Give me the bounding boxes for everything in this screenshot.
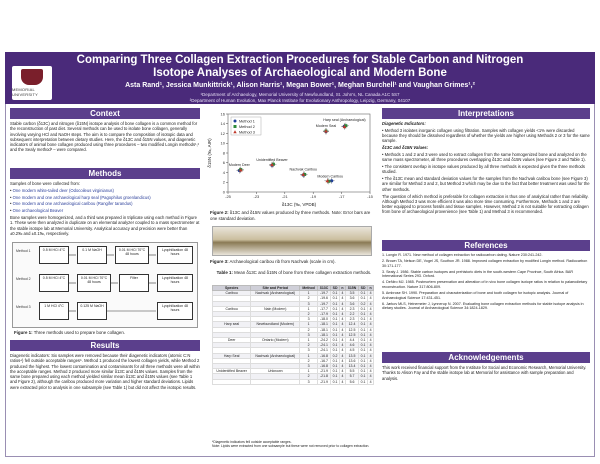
table-cell: 13.4	[345, 364, 358, 369]
chart-annotation: Harp seal (Archaeological)	[323, 117, 366, 122]
reference-item: 4. DeNiro MJ. 1985. Postmortem preservation and alteration of in vivo bone collagen isotope ratios in relation to palaeodietary reconstruction. Nature 317:806-809.	[382, 280, 588, 290]
table1	[212, 285, 374, 385]
table-cell: 0.1	[331, 374, 340, 379]
figure2-caption	[210, 210, 375, 221]
poster-authors: Asta Rand¹, Jessica Munkittrick¹, Alison Harris¹, Megan Bower¹, Meghan Burchell¹ and Vaughan Grimes¹,²	[125, 82, 475, 89]
table-cell: 1	[300, 291, 318, 296]
table-cell: 2.2	[345, 312, 358, 317]
table1-header: SD	[331, 286, 340, 291]
y-tick-label: 12	[220, 130, 225, 136]
y-tick-label: 0	[222, 189, 225, 195]
table-cell: 4	[341, 306, 344, 311]
table-cell: 0.1	[331, 312, 340, 317]
table-cell: 0.1	[359, 379, 368, 384]
acknowledgements-text: This work received financial support from the Institute for Social and Economic Research, Memorial University. Thanks to Alison Fay and the stable isotope lab at Memorial for assistance with sample preparation and analysis.	[382, 365, 587, 381]
table-cell: 4	[369, 358, 372, 363]
table-cell: 4	[369, 364, 372, 369]
table-row	[213, 379, 374, 384]
methods-bullet-3: One modern and one archaeological caribou (Rangifer tarandus)	[12, 201, 133, 207]
references-list	[382, 253, 590, 349]
table-cell: 2	[300, 327, 318, 332]
table-cell: Caribou	[213, 306, 251, 311]
table-cell: 4	[341, 312, 344, 317]
table-cell: 12.4	[345, 322, 358, 327]
chart-annotation: Nachvak Caribou	[289, 167, 318, 172]
table-cell	[251, 379, 300, 384]
table1-header: n	[341, 286, 344, 290]
table-cell: -18.1	[317, 327, 330, 332]
methods-bullet: • One modern and one archaeological harp seal (Pagophilus groenlandicus)	[10, 194, 151, 200]
interpretations-heading: Interpretations	[382, 108, 590, 119]
x-axis-label: δ13C (‰, VPDB)	[281, 202, 317, 207]
y-tick-label: 10	[220, 140, 225, 146]
table-cell: 0.1	[331, 291, 340, 296]
logo-text: MEMORIAL UNIVERSITY	[12, 87, 39, 97]
table-cell: 0.2	[331, 353, 340, 358]
table-cell: 0.1	[331, 379, 340, 384]
table-cell: 4	[369, 327, 372, 332]
table1-footnote: *Diagenetic indicators fell outside acceptable ranges.	[212, 440, 292, 444]
table-cell: 5.7	[345, 374, 358, 379]
interp-bullet-text: The consistent overlap in isotope values produced by all three methods is expected given the three methods studied.	[382, 164, 585, 175]
table-cell: 1	[300, 338, 318, 343]
figure2-chart	[206, 108, 376, 208]
y-axis-label: δ15N (‰, AIR)	[207, 138, 212, 168]
legend-label: Method 1	[239, 119, 255, 124]
table-cell: -17.7	[317, 306, 330, 311]
figure1-diagram	[12, 242, 198, 328]
table-cell: 4	[341, 291, 344, 296]
table-cell: 4	[341, 317, 344, 322]
crest-icon	[21, 69, 43, 85]
table-cell: 0.1	[359, 322, 368, 327]
table1-header: SD	[359, 286, 368, 291]
table1-header: δ15N	[345, 286, 358, 291]
reference-item: 1. Longin R. 1971. New method of collagen extraction for radiocarbon dating. Nature 230:241-242.	[382, 253, 543, 257]
interp-subheading: Diagenetic Indicators:	[382, 121, 426, 126]
table-cell: Harp Seal	[213, 353, 251, 358]
methods-bullet: • One archaeological Beaver	[10, 208, 64, 214]
table-cell: 3.6	[345, 296, 358, 301]
table-cell: 0.1	[331, 317, 340, 322]
table1-caption	[214, 270, 374, 276]
table-cell: 4	[369, 317, 372, 322]
figure1-step-box: 0.5 M HCl 4°C	[39, 274, 69, 292]
figure3-caption-text: Archaeological caribou rib from Nachvak (scale in cm).	[229, 259, 336, 264]
table-cell: 0.1	[331, 296, 340, 301]
table-cell: 1	[300, 306, 318, 311]
context-heading: Context	[10, 108, 200, 119]
x-tick-label: -15	[367, 194, 373, 199]
table-cell: -16.8	[317, 364, 330, 369]
table-cell: 0.1	[359, 374, 368, 379]
interp-bullet: • Methods 1 and 2 and 3 were used to extract collagen from the same homogenized bone and analyzed on the same mass spectrometer, all three procedures overlapping δ13C and δ15N values (see Figure 2 and Table 1).	[382, 151, 587, 163]
table-cell: 0.1	[331, 327, 340, 332]
table-cell: 0.1	[359, 332, 368, 337]
x-tick-label: -21	[281, 194, 288, 199]
table-cell: 3	[300, 379, 318, 384]
interp-bullet: • Method 3 isolates inorganic collagen using filtration. Samples with collagen yields <1% were discarded because they should be dissolved regardless of whether the yields are higher using Methods 2 or 3 for the same sample.	[382, 127, 590, 144]
methods-text: Bone samples were homogenized, and a third was prepared in triplicate using each method in Figure 1. These were then analyzed in duplicate on an elemental analyzer coupled to a mass spectrometer at the stable isotope lab at Memorial University. Analytical accuracy and precision were better than ±0.2‰ and ±0.1‰, respectively.	[10, 214, 200, 236]
acknowledgements-body	[382, 365, 590, 395]
table-cell: -24.1	[317, 348, 330, 353]
results-heading: Results	[10, 340, 200, 351]
table-cell: 5.6	[345, 379, 358, 384]
table-cell: 4	[341, 353, 344, 358]
reference-item: 2. Brown TA, Nelson DE, Vogel JS, Southon JR. 1988. Improved collagen extraction by modified Longin method. Radiocarbon 30:171-177.	[382, 259, 588, 268]
table-cell: -24.1	[317, 343, 330, 348]
table1-header: n	[369, 286, 372, 290]
table-cell: 2	[300, 374, 318, 379]
table-cell: 0.1	[359, 348, 368, 353]
table-cell: 4	[369, 332, 372, 337]
table-cell: 4	[369, 348, 372, 353]
table-cell: 0.1	[331, 343, 340, 348]
table-cell: 0.1	[359, 353, 368, 358]
table-cell: 0.1	[331, 301, 340, 306]
table-cell: -24.2	[317, 338, 330, 343]
table-cell: 0.1	[359, 291, 368, 296]
table-cell: 1	[300, 353, 318, 358]
figure1-row-label: Method 2	[16, 277, 31, 281]
table-cell: -18.1	[317, 332, 330, 337]
figure3-caption-label: Figure 3:	[210, 259, 229, 264]
chart-annotation: Modern Deer	[228, 163, 250, 168]
table-cell: -18.1	[317, 322, 330, 327]
table1-footnotes	[212, 440, 377, 448]
table-cell: Nachvak (Archaeological)	[251, 291, 300, 296]
table-cell: 0.1	[331, 332, 340, 337]
table-cell: 4	[341, 322, 344, 327]
table-cell: 0.1	[359, 338, 368, 343]
table-cell: 0.1	[359, 358, 368, 363]
table-cell: -16.8	[317, 353, 330, 358]
table-cell: 3	[300, 301, 318, 306]
x-tick-label: -17	[338, 194, 345, 199]
table1-header: Species	[213, 286, 251, 291]
table-cell: 4	[369, 343, 372, 348]
table-cell: Caribou	[213, 291, 251, 296]
interp-subheading: δ13C and δ15N Values:	[382, 145, 429, 151]
results-body	[10, 353, 200, 453]
table-cell: 4	[369, 322, 372, 327]
reference-item: 5. Ambrose SH. 1990. Preparation and characterization of bone and tooth collagen for isotopic analysis. Journal of Archaeological Science 17:431-451.	[382, 291, 569, 300]
table-cell: 4	[369, 301, 372, 306]
table-cell: 5.5	[345, 369, 358, 374]
table-cell: 4	[341, 364, 344, 369]
table1-body	[213, 291, 374, 385]
table-cell: 2	[300, 296, 318, 301]
table1-header: Method	[300, 286, 318, 291]
table-cell: 13.5	[345, 353, 358, 358]
figure2-caption-text: δ13C and δ15N values produced by three methods. Note: Error bars are one standard deviation.	[210, 210, 371, 221]
table-row	[213, 291, 374, 296]
table-cell: 0.1	[359, 364, 368, 369]
table-cell: -17.9	[317, 312, 330, 317]
table-row	[213, 353, 374, 358]
table-cell: 0.1	[331, 322, 340, 327]
table-cell: 4	[369, 353, 372, 358]
table1-caption-text: Mean δ13C and δ15N of bone from three collagen extraction methods.	[234, 270, 372, 275]
figure1-step-box: Lyophilization 48 hours	[157, 302, 193, 320]
affiliation-2: ²Department of Human Evolution, Max Planck Institute for Evolutionary Anthropology, Leipzig, Germany, 04107	[189, 97, 411, 103]
table-cell: 4	[341, 327, 344, 332]
figure1-step-box: 0.125 M NaOH	[77, 302, 107, 320]
table-cell: 2	[300, 358, 318, 363]
methods-bullet: • One modern and one archaeological caribou (Rangifer tarandus)	[10, 201, 133, 207]
figure1-step-box: 1 M HCl 4°C	[39, 302, 69, 320]
figure1-caption	[14, 330, 200, 336]
methods-bullet-2: One modern and one archaeological harp seal (Pagophilus groenlandicus)	[12, 194, 151, 200]
table-cell: 4.6	[345, 343, 358, 348]
table-cell: 4	[341, 338, 344, 343]
table-cell: 4	[369, 338, 372, 343]
chart-annotation: Unidentified Beaver	[256, 157, 288, 162]
table1-header: δ13C	[317, 286, 330, 291]
figure1-step-box: Lyophilization 48 hours	[157, 246, 193, 264]
table-cell: 4	[369, 369, 372, 374]
legend-marker	[234, 120, 237, 123]
table-cell: 4	[341, 296, 344, 301]
table-cell: 0.1	[331, 338, 340, 343]
university-logo	[12, 66, 52, 100]
table-cell: 3.6	[345, 301, 358, 306]
x-tick-label: -23	[253, 194, 260, 199]
table-cell: 0.1	[359, 343, 368, 348]
poster-title: Comparing Three Collagen Extraction Procedures for Stable Carbon and Nitrogen Isotope Analyses of Archaeological and Modern Bone	[76, 54, 524, 79]
reference-item: 6. Jørkov MLS, Heinemeier J, Lynnerup N. 2007. Evaluating bone collagen extraction methods for stable isotope analysis in dietary studies. Journal of Archaeological Science 34:1824-1829.	[382, 301, 584, 311]
table-cell: 4	[369, 296, 372, 301]
table-cell: 4	[369, 291, 372, 296]
table-cell: 4	[341, 369, 344, 374]
methods-intro: Samples of bone were collected from:	[10, 181, 81, 186]
figure1-step-box: 0.5 M HCl 4°C	[39, 246, 69, 264]
figure1-caption-label: Figure 1:	[14, 330, 33, 335]
table-row	[213, 322, 374, 327]
legend-label: Method 2	[239, 124, 255, 129]
table-cell: -21.9	[317, 369, 330, 374]
methods-bullet: • One modern white-tailed deer (Odocoileus virginianus)	[10, 187, 114, 193]
table-cell: Unidentified Beaver	[213, 369, 251, 374]
interp-bullet: • The δ13C mean and standard deviation values for the samples from the Nachvak caribou bone (see Figure 3) are similar for Method 3 and 2, but Method 3 which may be due to the fact that better treatment was used for the other methods.	[382, 176, 590, 192]
table-cell: 0.1	[359, 306, 368, 311]
table-cell: -19.6	[317, 296, 330, 301]
table-cell: 0.1	[359, 317, 368, 322]
table-cell: 4	[341, 301, 344, 306]
legend-label: Method 3	[239, 130, 255, 135]
interp-conclusion: The question of which method is preferable for collagen extraction is thus one of analytical rather than reliability. Although Method 3 was more efficient it was also more time consuming. Furthermore, Methods 1 and 2 are better equipped to process fossils and tissue samples. However, Method 2 is not suitable for extracting collagen from bone of archaeological provenience (see Table 1) and Method 3 is recommended.	[382, 193, 589, 215]
table-cell: 4.5	[345, 348, 358, 353]
x-tick-label: -19	[310, 194, 317, 199]
methods-bullet-1: One modern white-tailed deer (Odocoileus virginianus)	[12, 187, 114, 193]
context-body	[10, 121, 200, 165]
table-cell: -21.9	[317, 379, 330, 384]
table-cell: 2	[300, 312, 318, 317]
table-cell: 2	[300, 343, 318, 348]
figure1-step-box: 0.1 M NaOH	[77, 246, 107, 264]
table-cell: Newfoundland (Modern)	[251, 322, 300, 327]
y-tick-label: 16	[220, 111, 225, 117]
methods-body	[10, 181, 200, 239]
methods-heading: Methods	[10, 168, 200, 179]
table-cell	[213, 379, 251, 384]
table-cell: 0.2	[359, 301, 368, 306]
table-cell: -21.8	[317, 374, 330, 379]
table-cell: 0.1	[331, 364, 340, 369]
table1-header: Site and Period	[251, 286, 300, 291]
table-cell: Unknown	[251, 369, 300, 374]
table1-footnote: Note: Lipids were extracted from one subsample but these were not removed prior to collagen extraction.	[212, 444, 370, 449]
interp-bullet: • The consistent overlap in isotope values produced by all three methods is expected given the three methods studied.	[382, 164, 585, 175]
acknowledgements-heading: Acknowledgements	[382, 352, 590, 363]
interp-bullet-text: The δ13C mean and standard deviation values for the samples from the Nachvak caribou bone (see Figure 3) are similar for Method 3 and 2, but Method 3 which may be due to the fact that better treatment was used for the other methods.	[382, 176, 590, 192]
figure3-caption	[210, 259, 380, 265]
table-cell: 12.5	[345, 327, 358, 332]
table-cell: -19.7	[317, 301, 330, 306]
table-cell: 3	[300, 348, 318, 353]
table-cell: 4.4	[345, 338, 358, 343]
interp-bullet-text: Method 3 isolates inorganic collagen using filtration. Samples with collagen yields <1% were discarded because they should be dissolved regardless of whether the yields are higher using Methods 2 or 3 for the same sample.	[382, 127, 590, 144]
table-cell: 4	[341, 348, 344, 353]
y-tick-label: 4	[222, 169, 225, 175]
table-cell: 0.1	[331, 348, 340, 353]
table-cell: 2.3	[345, 317, 358, 322]
y-tick-label: 14	[220, 121, 225, 127]
table-cell: 4	[341, 379, 344, 384]
y-tick-label: 8	[222, 150, 225, 156]
figure1-step-box: 0.01 M HCl 70°C 48 hours	[77, 274, 111, 292]
table-cell: -19.7	[317, 291, 330, 296]
figure1-row-label: Method 3	[16, 305, 31, 309]
figure2-caption-label: Figure 2:	[210, 210, 229, 215]
table-cell: 4	[341, 343, 344, 348]
table-cell: 4	[341, 332, 344, 337]
table-cell: Nachvak (Archaeological)	[251, 353, 300, 358]
figure1-arrows	[13, 243, 199, 329]
table-cell: Deer	[213, 338, 251, 343]
legend-marker	[234, 125, 237, 128]
results-text: Diagenetic indicators: Six samples were removed because their diagenetic indicators (atomic C:N ratios⁴) fell outside acceptable ranges⁵. Method 1 produced the lowest collagen yields, while Method 2 produced the highest. The lowest contamination and contaminants for all three methods were all within the acceptable ranges. Method 2 produced more similar δ13C and δ15N values. Samples from the same bone prepared using each method yielded similar mean δ13C and δ15N values (see Table 1 and Figure 2), although the caribou produced more variation and higher standard deviations. Lipids were extracted prior to analysis in one subsample (see Table 1) but did not affect the isotopic results.	[10, 353, 200, 390]
table-cell: 0.1	[331, 369, 340, 374]
figure1-step-box: Filter	[119, 274, 149, 292]
table-cell: 0.1	[359, 327, 368, 332]
table-cell: Ontario (Modern)	[251, 338, 300, 343]
table-cell: 4	[369, 379, 372, 384]
y-tick-label: 2	[222, 179, 225, 185]
reference-item: 3. Sealy J. 1986. Stable carbon isotopes and prehistoric diets in the south-western Cape Province, South Africa. BAR International Series 293. Oxford.	[382, 269, 574, 279]
interpretations-body	[382, 121, 590, 237]
table-cell: 3.5	[345, 291, 358, 296]
table-cell: 13.6	[345, 358, 358, 363]
table-cell: 2.3	[345, 306, 358, 311]
table1-caption-label: Table 1:	[216, 270, 233, 275]
y-tick-label: 6	[222, 160, 225, 166]
table-cell: Nain (Modern)	[251, 306, 300, 311]
table-cell: 0.1	[359, 312, 368, 317]
table-cell: 4	[369, 374, 372, 379]
table-cell: 3	[300, 364, 318, 369]
figure1-step-box: Lyophilization 48 hours	[157, 274, 193, 292]
table-cell: 1	[300, 322, 318, 327]
table-cell: 4	[369, 306, 372, 311]
chart-annotation: Modern Seal	[315, 124, 337, 129]
table-cell: 3	[300, 317, 318, 322]
table-cell: -18.0	[317, 317, 330, 322]
table-cell: 12.5	[345, 332, 358, 337]
caribou-rib-photo	[212, 226, 372, 256]
chart-annotation: Modern Caribou	[317, 174, 344, 179]
affiliation-1: ¹Department of Archaeology, Memorial University of Newfoundland, St. John's, NL Canada A1C 5S7	[200, 92, 400, 97]
table-cell: 4	[369, 312, 372, 317]
table-cell: 0.1	[359, 369, 368, 374]
table-cell: 0.1	[359, 296, 368, 301]
figure1-step-box: 0.01 M HCl 70°C 48 hours	[115, 246, 149, 264]
methods-bullet-4: One archaeological Beaver	[12, 208, 64, 214]
interp-bullet-text: Methods 1 and 2 and 3 were used to extract collagen from the same homogenized bone and analyzed on the same mass spectrometer, all three procedures overlapping δ13C and δ15N values (see Figure 2 and Table 1).	[382, 151, 587, 163]
table-cell: 3	[300, 332, 318, 337]
table-cell: 0.1	[331, 358, 340, 363]
context-text: Stable carbon (δ13C) and nitrogen (δ15N) isotope analysis of bone collagen is a common method for the reconstruction of past diet. Several methods can be used to isolate bone collagen, generally involving varying HCl and NaOH steps. The aim is to compare the composition of isotopic data and subsequent interpretation between dietary studies. Here, the δ13C and δ15N values, and diagenetic indicators of animal bone collagen produced using three procedures – two modified Longin methods¹,² and the Sealy method³ – were compared.	[10, 121, 200, 153]
data-point-method-1	[330, 179, 333, 182]
x-tick-label: -25	[225, 194, 231, 199]
table-cell: 0.1	[331, 306, 340, 311]
figure1-caption-text: Three methods used to prepare bone collagen.	[33, 330, 125, 335]
table-cell: 4	[341, 358, 344, 363]
table-cell: -16.7	[317, 358, 330, 363]
figure1-row-label: Method 1	[16, 249, 31, 253]
table-cell: 4	[341, 374, 344, 379]
table-cell: 1	[300, 369, 318, 374]
poster-affiliations	[60, 92, 540, 103]
table-cell: Harp seal	[213, 322, 251, 327]
references-heading: References	[382, 240, 590, 251]
